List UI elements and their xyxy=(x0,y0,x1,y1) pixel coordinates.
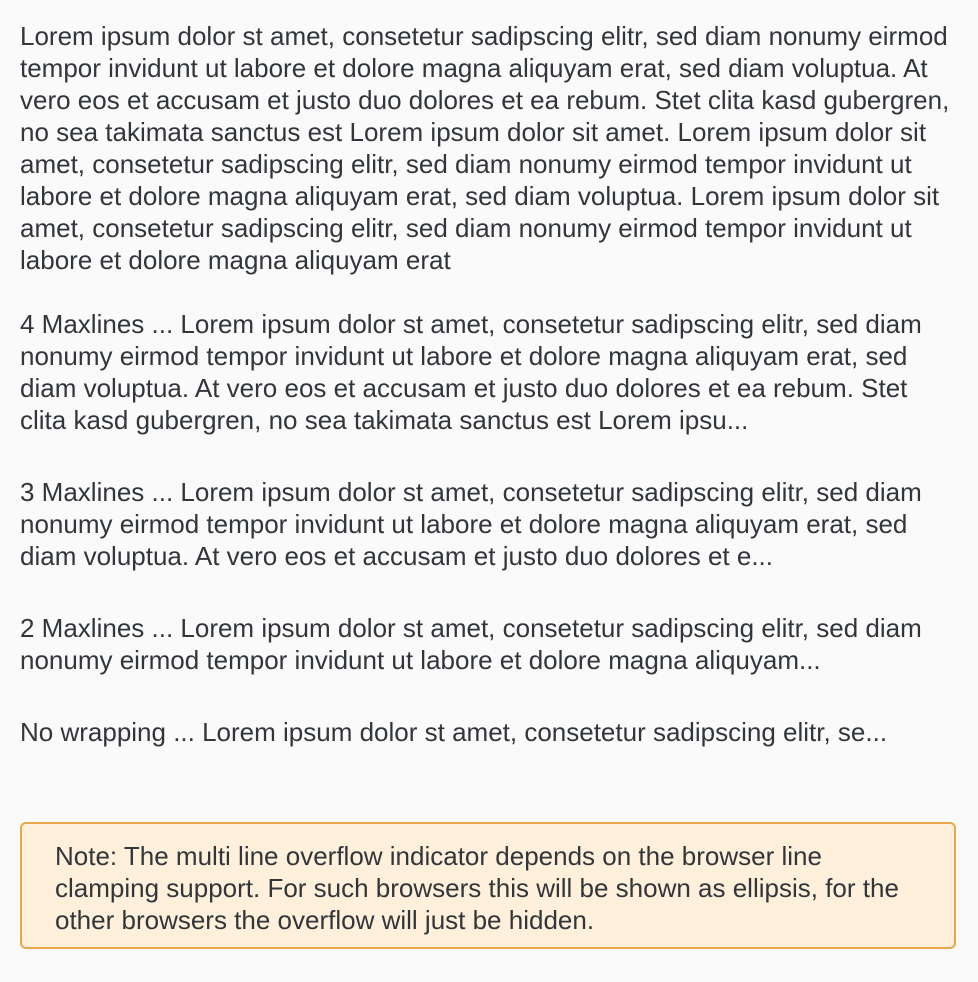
text-max-lines-4: 4 Maxlines ... Lorem ipsum dolor st amet, consetetur sadipscing elitr, sed diam nonumy eirmod tempor invidunt ut labore et dolore magna aliquyam erat, sed diam voluptua. At vero eos et accusam et justo duo dolores et ea rebum. Stet clita kasd gubergren, no sea takimata sanctus est Lorem ipsu... xyxy=(20,309,922,435)
text-full-wrapping: Lorem ipsum dolor st amet, consetetur sadipscing elitr, sed diam nonumy eirmod tempor invidunt ut labore et dolore magna aliquyam erat, sed diam voluptua. At vero eos et accusam et justo duo dolores et ea rebum. Stet clita kasd gubergren, no sea takimata sanctus est Lorem ipsum dolor sit amet. Lorem ipsum dolor sit amet, consetetur sadipscing elitr, sed diam nonumy eirmod tempor invidunt ut labore et dolore magna aliquyam erat, sed diam voluptua. Lorem ipsum dolor sit amet, consetetur sadipscing elitr, sed diam nonumy eirmod tempor invidunt ut labore et dolore magna aliquyam erat xyxy=(20,21,950,275)
text-max-lines-2: 2 Maxlines ... Lorem ipsum dolor st amet, consetetur sadipscing elitr, sed diam nonumy eirmod tempor invidunt ut labore et dolore magna aliquyam... xyxy=(20,613,922,675)
text-max-lines-3: 3 Maxlines ... Lorem ipsum dolor st amet, consetetur sadipscing elitr, sed diam nonumy eirmod tempor invidunt ut labore et dolore magna aliquyam erat, sed diam voluptua. At vero eos et accusam et justo duo dolores et e... xyxy=(20,477,922,571)
note-text: Note: The multi line overflow indicator depends on the browser line clamping support. For such browsers this will be shown as ellipsis, for the other browsers the overflow will just be hidden. xyxy=(55,841,899,935)
info-message-strip xyxy=(20,822,956,949)
text-no-wrapping: No wrapping ... Lorem ipsum dolor st amet, consetetur sadipscing elitr, se... xyxy=(20,717,888,747)
